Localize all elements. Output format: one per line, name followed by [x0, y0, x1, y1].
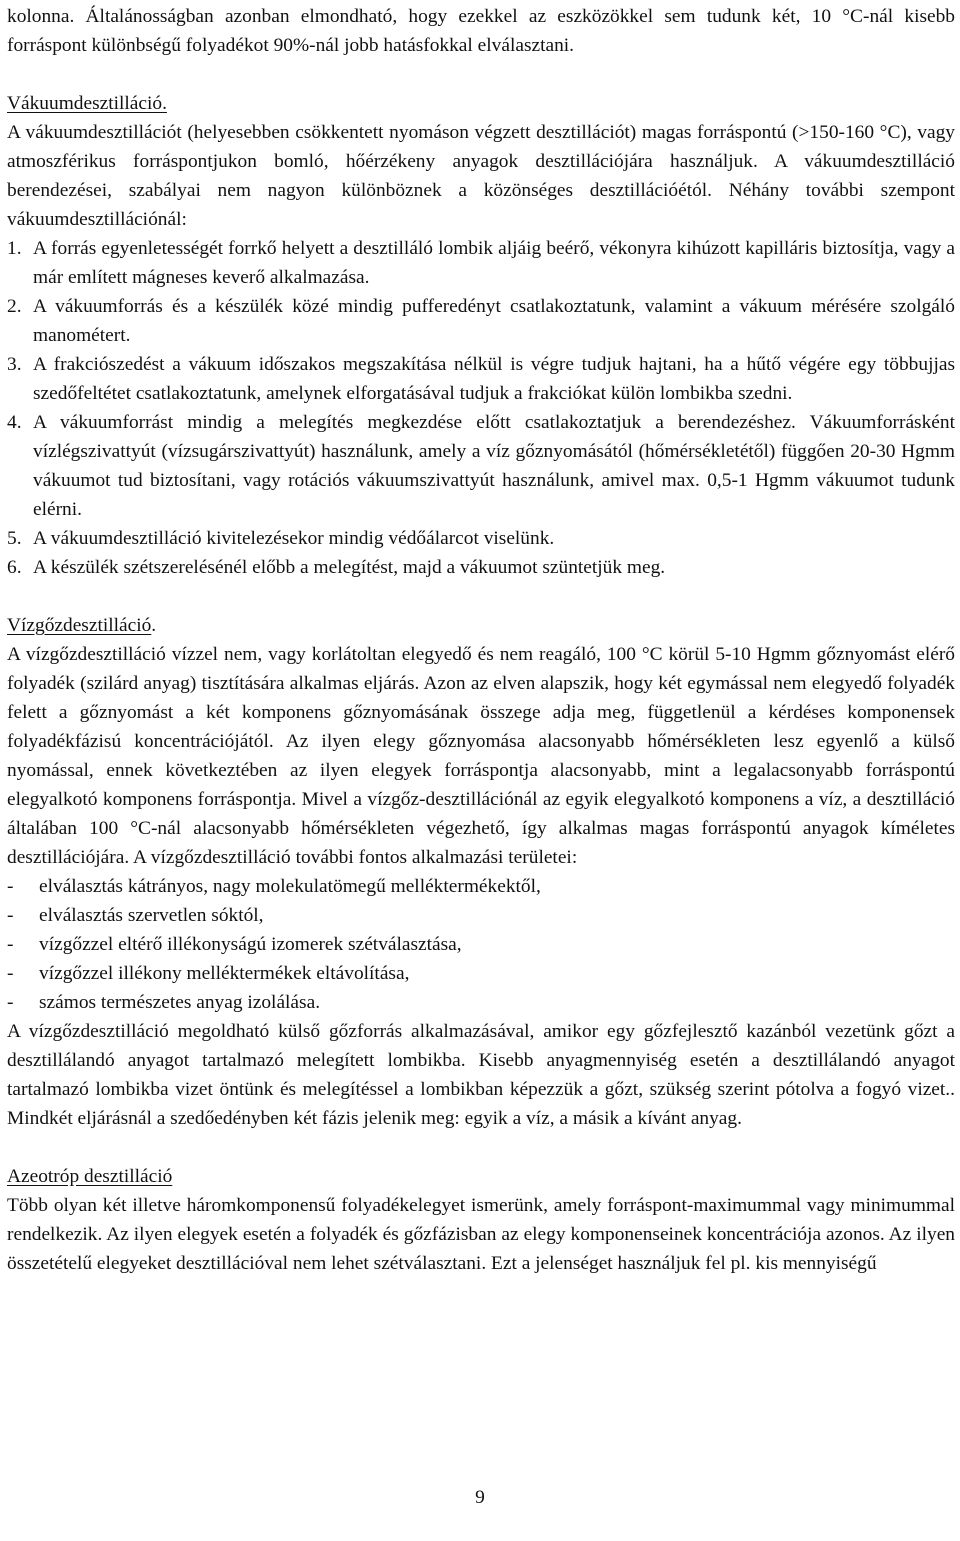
vacuum-item [7, 524, 955, 553]
vacuum-item [7, 553, 955, 582]
document-page [7, 2, 955, 1278]
azeotrope-heading [7, 1162, 955, 1191]
bullet-text: elválasztás kátrányos, nagy molekulatömegű melléktermékektől, [39, 876, 541, 897]
page-number: 9 [475, 1487, 485, 1508]
dash-marker: - [7, 905, 14, 926]
dash-marker: - [7, 876, 14, 897]
item-text: A forrás egyenletességét forrkő helyett a desztilláló lombik aljáig beérő, vékonyra kihúzott kapilláris biztosítja, vagy a már említett mágneses keverő alkalmazása. [33, 238, 955, 288]
vacuum-heading-text: Vákuumdesztilláció. [7, 93, 167, 114]
steam-bullet [7, 872, 955, 901]
steam-heading-text: Vízgőzdesztilláció [7, 615, 152, 636]
spacer [7, 1133, 955, 1162]
item-text: A készülék szétszerelésénél előbb a melegítést, majd a vákuumot szüntetjük meg. [33, 557, 666, 578]
item-number: 3. [7, 354, 22, 375]
bullet-text: elválasztás szervetlen sóktól, [39, 905, 264, 926]
vacuum-item [7, 292, 955, 350]
item-text: A vákuumdesztilláció kivitelezésekor mindig védőálarcot viselünk. [33, 528, 555, 549]
vacuum-item [7, 408, 955, 524]
steam-bullet [7, 930, 955, 959]
item-text: A vákuumforrást mindig a melegítés megkezdése előtt csatlakoztatjuk a berendezéshez. Vákuumforrásként vízlégszivattyút (vízsugárszivattyút) használunk, amely a víz gőznyomásától (hőmérsékletétől) függően 20-30 Hgmm vákuumot tud biztosítani, vagy rotációs vákuumszivattyút használunk, amivel max. 0,5-1 Hgmm vákuumot tudunk elérni. [33, 412, 955, 520]
intro-paragraph: kolonna. Általánosságban azonban elmondható, hogy ezekkel az eszközökkel sem tudunk két, 10 °C-nál kisebb forráspont különbségű folyadékot 90%-nál jobb hatásfokkal elválasztani. [7, 6, 955, 56]
item-number: 5. [7, 528, 22, 549]
spacer [7, 60, 955, 89]
steam-heading-suffix: . [151, 615, 157, 636]
azeotrope-heading-text: Azeotróp desztilláció [7, 1166, 173, 1187]
bullet-text: vízgőzzel illékony melléktermékek eltávolítása, [39, 963, 410, 984]
dash-marker: - [7, 992, 14, 1013]
bullet-text: számos természetes anyag izolálása. [39, 992, 321, 1013]
dash-marker: - [7, 934, 14, 955]
azeotrope-paragraph: Több olyan két illetve háromkomponensű folyadékelegyet ismerünk, amely forráspont-maximummal vagy minimummal rendelkezik. Az ilyen elegyek esetén a folyadék és gőzfázisban az elegy komponenseinek koncentrációja azonos. Az ilyen összetételű elegyeket desztillációval nem lehet szétválasztani. Ezt a jelenséget használjuk fel pl. kis mennyiségű [7, 1195, 955, 1274]
bullet-text: vízgőzzel eltérő illékonyságú izomerek szétválasztása, [39, 934, 462, 955]
vacuum-heading [7, 89, 955, 118]
steam-bullet [7, 988, 955, 1017]
dash-marker: - [7, 963, 14, 984]
steam-paragraph-2: A vízgőzdesztilláció megoldható külső gőzforrás alkalmazásával, amikor egy gőzfejlesztő kazánból vezetünk gőzt a desztillálandó anyagot tartalmazó melegített lombikba. Kisebb anyagmennyiség esetén a desztillálandó anyagot tartalmazó lombikba vizet öntünk és melegítéssel a lombikban képezzük a gőzt, szükség szerint pótolva a fogyó vizet.. Mindkét eljárásnál a szedőedényben két fázis jelenik meg: egyik a víz, a másik a kívánt anyag. [7, 1021, 955, 1129]
vacuum-item [7, 234, 955, 292]
steam-bullet [7, 959, 955, 988]
steam-heading [7, 611, 955, 640]
item-number: 6. [7, 557, 22, 578]
item-number: 1. [7, 238, 22, 259]
steam-paragraph: A vízgőzdesztilláció vízzel nem, vagy korlátoltan elegyedő és nem reagáló, 100 °C körül 5-10 Hgmm gőznyomást elérő folyadék (szilárd anyag) tisztítására alkalmas eljárás. Azon az elven alapszik, hogy két egymással nem elegyedő folyadék felett a gőznyomást a két komponens gőznyomásának összege adja meg, függetlenül a kérdéses komponensek folyadékfázisú koncentrációjától. Az ilyen elegy gőznyomása alacsonyabb hőmérsékleten lesz egyenlő a külső nyomással, ennek következtében az ilyen elegyek forráspontja alacsonyabb, mint a legalacsonyabb forráspontú elegyalkotó komponens forráspontja. Mivel a vízgőz-desztillációnál az egyik elegyalkotó komponens a víz, a desztilláció általában 100 °C-nál alacsonyabb hőmérsékleten végezhető, így alkalmas magas forráspontú anyagok kíméletes desztillációjára. A vízgőzdesztilláció további fontos alkalmazási területei: [7, 644, 955, 868]
item-text: A vákuumforrás és a készülék közé mindig pufferedényt csatlakoztatunk, valamint a vákuum mérésére szolgáló manométert. [33, 296, 955, 346]
item-number: 4. [7, 412, 22, 433]
steam-bullet [7, 901, 955, 930]
vacuum-paragraph: A vákuumdesztillációt (helyesebben csökkentett nyomáson végzett desztillációt) magas forráspontú (>150-160 °C), vagy atmoszférikus forráspontjukon bomló, hőérzékeny anyagok desztillációjára használjuk. A vákuumdesztilláció berendezései, szabályai nem nagyon különböznek a közönséges desztillációétól. Néhány további szempont vákuumdesztillációnál: [7, 122, 955, 230]
spacer [7, 582, 955, 611]
item-text: A frakciószedést a vákuum időszakos megszakítása nélkül is végre tudjuk hajtani, ha a hűtő végére egy többujjas szedőfeltétet csatlakoztatunk, amelynek elforgatásával tudjuk a frakciókat külön lombikba szedni. [33, 354, 955, 404]
item-number: 2. [7, 296, 22, 317]
vacuum-item [7, 350, 955, 408]
